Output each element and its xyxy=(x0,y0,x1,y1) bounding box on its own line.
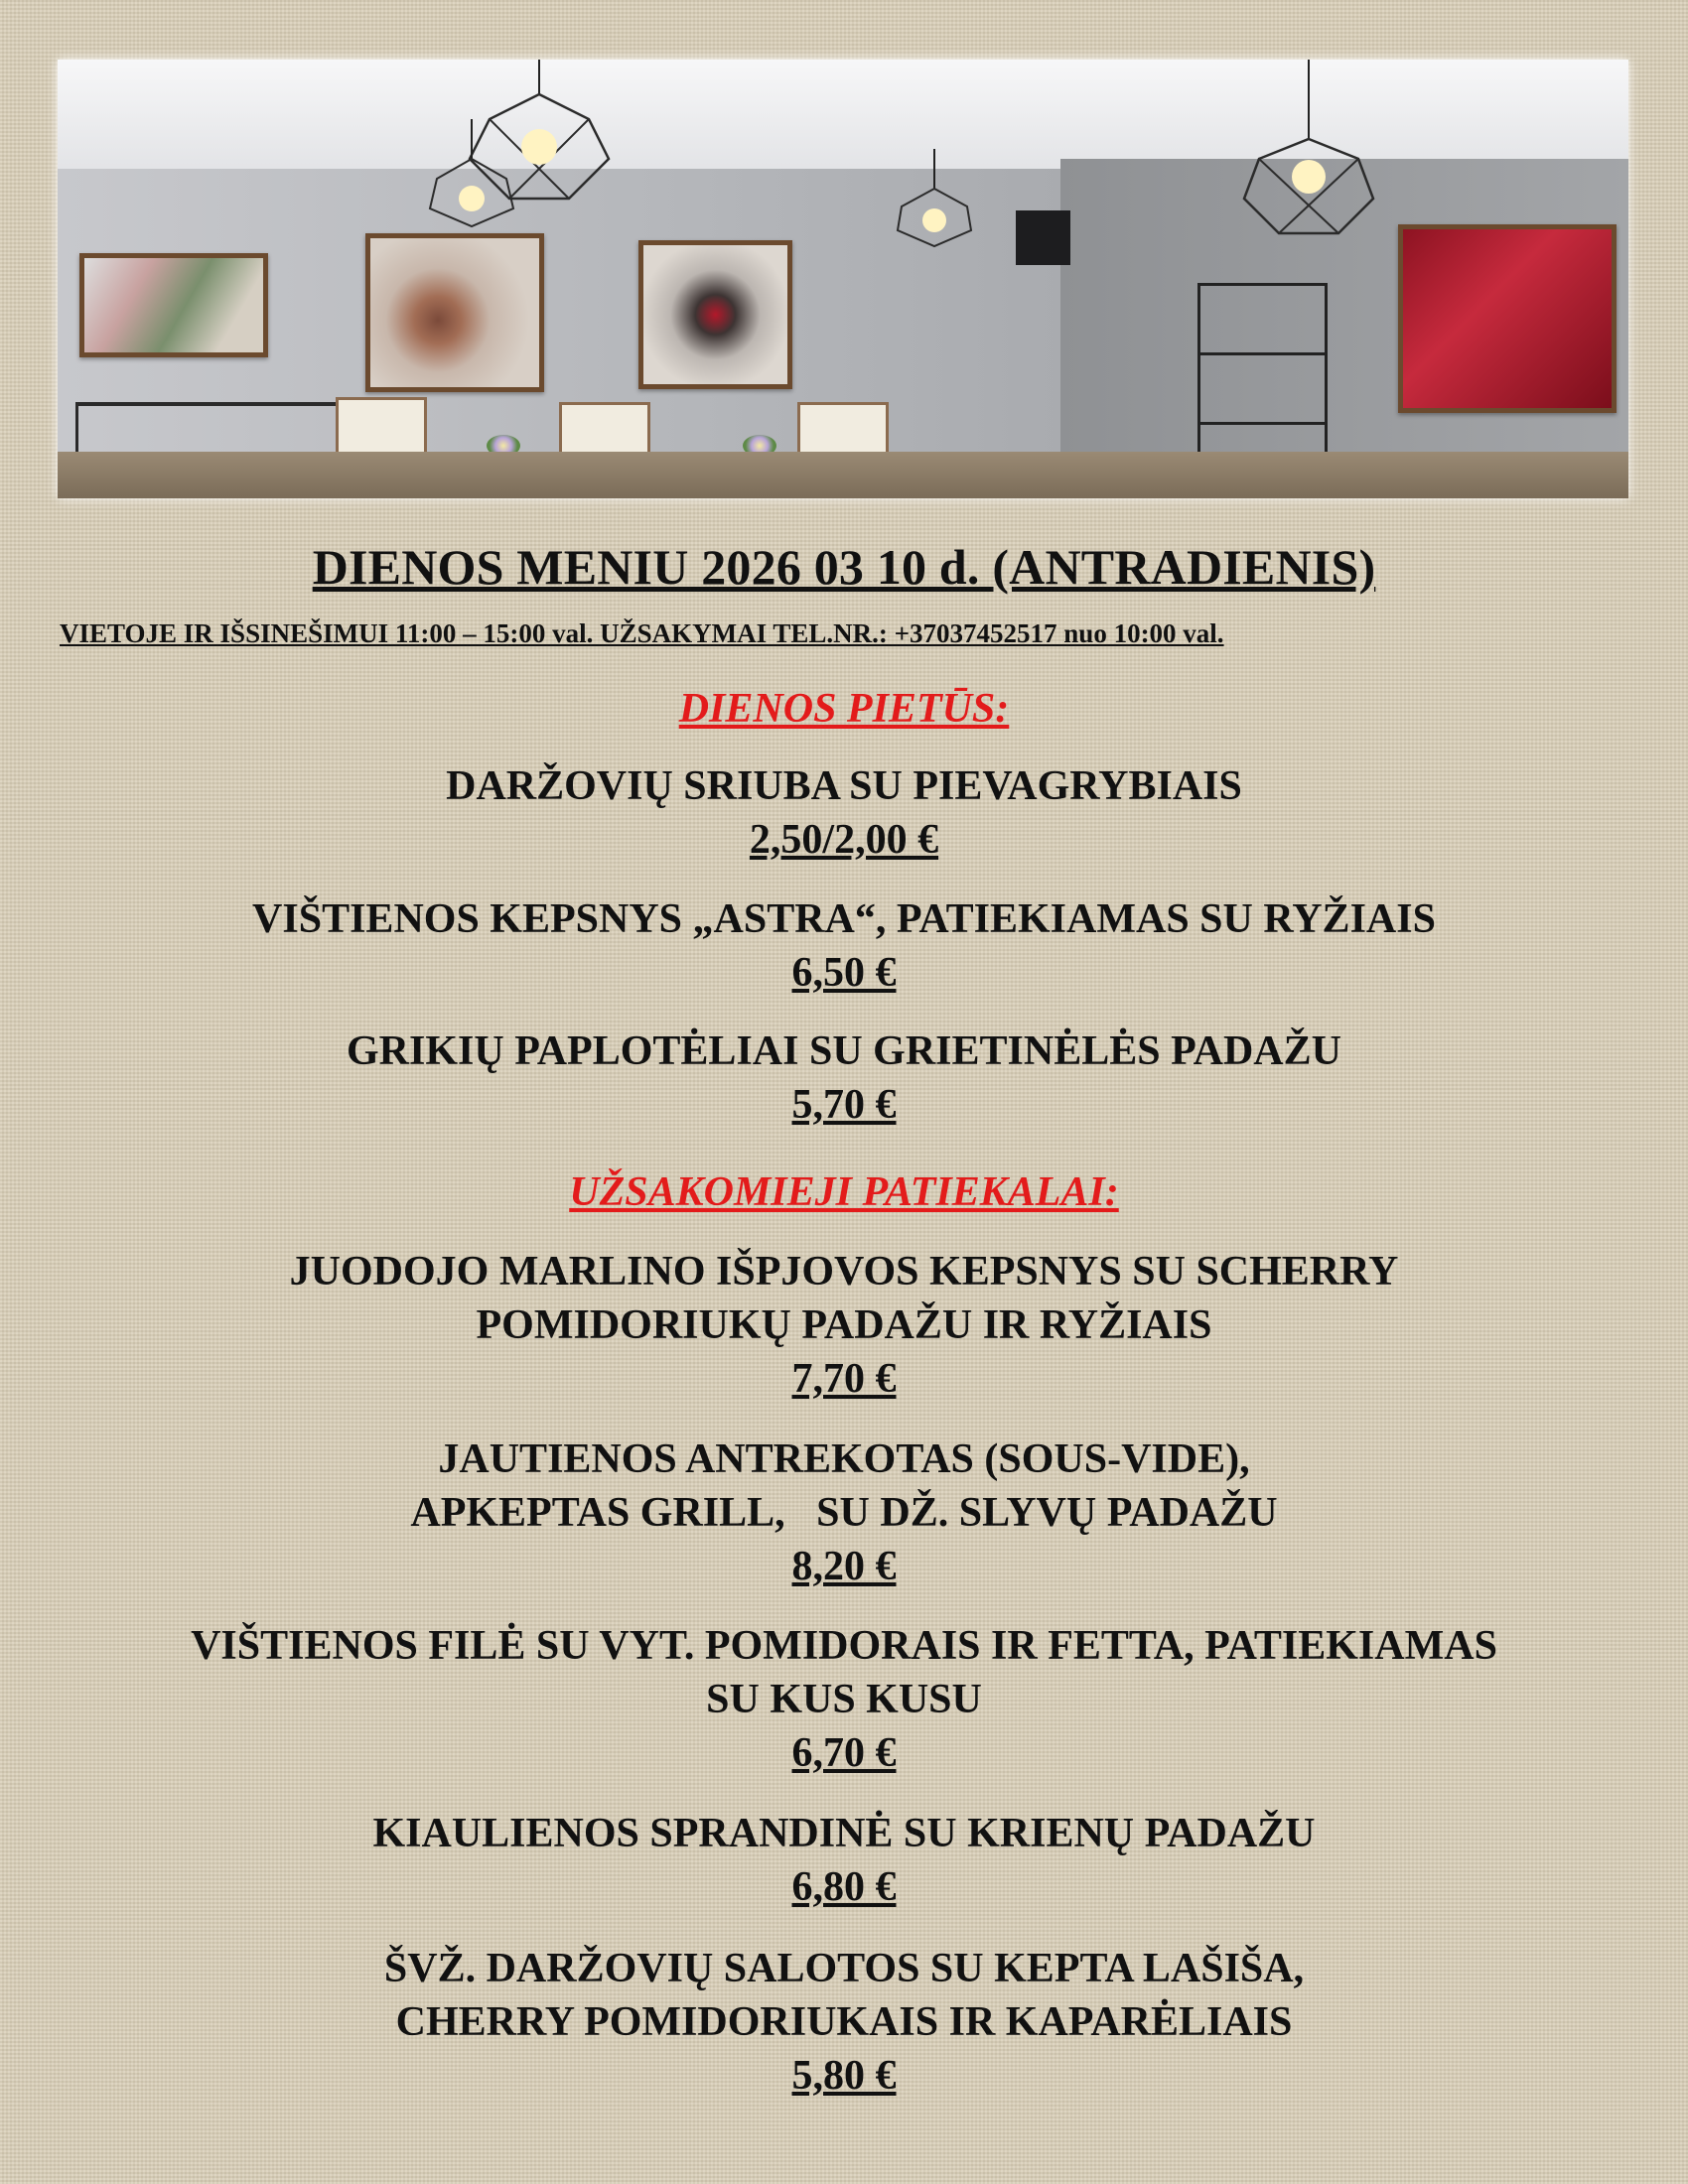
menu-item-name: VIŠTIENOS FILĖ SU VYT. POMIDORAIS IR FETTA, PATIEKIAMAS SU KUS KUSU xyxy=(191,1623,1497,1722)
menu-item-price: 5,70 € xyxy=(791,1082,897,1128)
painting xyxy=(638,240,792,389)
menu-item xyxy=(40,1433,1648,1593)
menu-item-name: DARŽOVIŲ SRIUBA SU PIEVAGRYBIAIS xyxy=(446,763,1242,809)
menu-item-price: 7,70 € xyxy=(791,1356,897,1402)
menu-item xyxy=(40,892,1648,1000)
menu-item-price: 6,50 € xyxy=(791,950,897,996)
hours-and-contact: VIETOJE IR IŠSINEŠIMUI 11:00 – 15:00 val. UŽSAKYMAI TEL.NR.: +37037452517 nuo 10:00 val. xyxy=(60,618,1224,648)
menu-item xyxy=(40,1942,1648,2103)
menu-item-name: JAUTIENOS ANTREKOTAS (SOUS-VIDE), APKEPTAS GRILL, SU DŽ. SLYVŲ PADAŽU xyxy=(410,1436,1278,1536)
pendant-lamp xyxy=(422,119,521,228)
section-heading-order-dishes: UŽSAKOMIEJI PATIEKALAI: xyxy=(569,1169,1119,1215)
menu-item-name: GRIKIŲ PAPLOTĖLIAI SU GRIETINĖLĖS PADAŽU xyxy=(347,1028,1341,1074)
speaker xyxy=(1016,210,1070,265)
menu-item xyxy=(40,1807,1648,1914)
floor xyxy=(58,452,1628,498)
menu-item-name: KIAULIENOS SPRANDINĖ SU KRIENŲ PADAŽU xyxy=(372,1811,1316,1856)
painting xyxy=(365,233,544,392)
restaurant-interior-photo xyxy=(58,60,1628,498)
pendant-lamp xyxy=(890,149,979,248)
painting xyxy=(1398,224,1617,413)
menu-item-name: ŠVŽ. DARŽOVIŲ SALOTOS SU KEPTA LAŠIŠA, CHERRY POMIDORIUKAIS IR KAPARĖLIAIS xyxy=(383,1946,1305,2045)
menu-title: DIENOS MENIU 2026 03 10 d. (ANTRADIENIS) xyxy=(312,539,1376,595)
pendant-lamp xyxy=(1234,60,1383,238)
section-heading-daily-lunch: DIENOS PIETŪS: xyxy=(678,686,1010,732)
menu-item xyxy=(40,1245,1648,1406)
menu-item-name: VIŠTIENOS KEPSNYS „ASTRA“, PATIEKIAMAS SU RYŽIAIS xyxy=(252,896,1436,942)
menu-item xyxy=(40,759,1648,867)
menu-item-price: 8,20 € xyxy=(791,1544,897,1589)
menu-item-price: 6,70 € xyxy=(791,1730,897,1776)
menu-item-price: 6,80 € xyxy=(791,1864,897,1910)
menu-item xyxy=(40,1619,1648,1780)
menu-item-price: 2,50/2,00 € xyxy=(749,817,939,863)
painting xyxy=(79,253,268,357)
menu-item-price: 5,80 € xyxy=(791,2053,897,2099)
menu-item xyxy=(40,1024,1648,1132)
menu-item-name: JUODOJO MARLINO IŠPJOVOS KEPSNYS SU SCHERRY POMIDORIUKŲ PADAŽU IR RYŽIAIS xyxy=(289,1249,1399,1348)
